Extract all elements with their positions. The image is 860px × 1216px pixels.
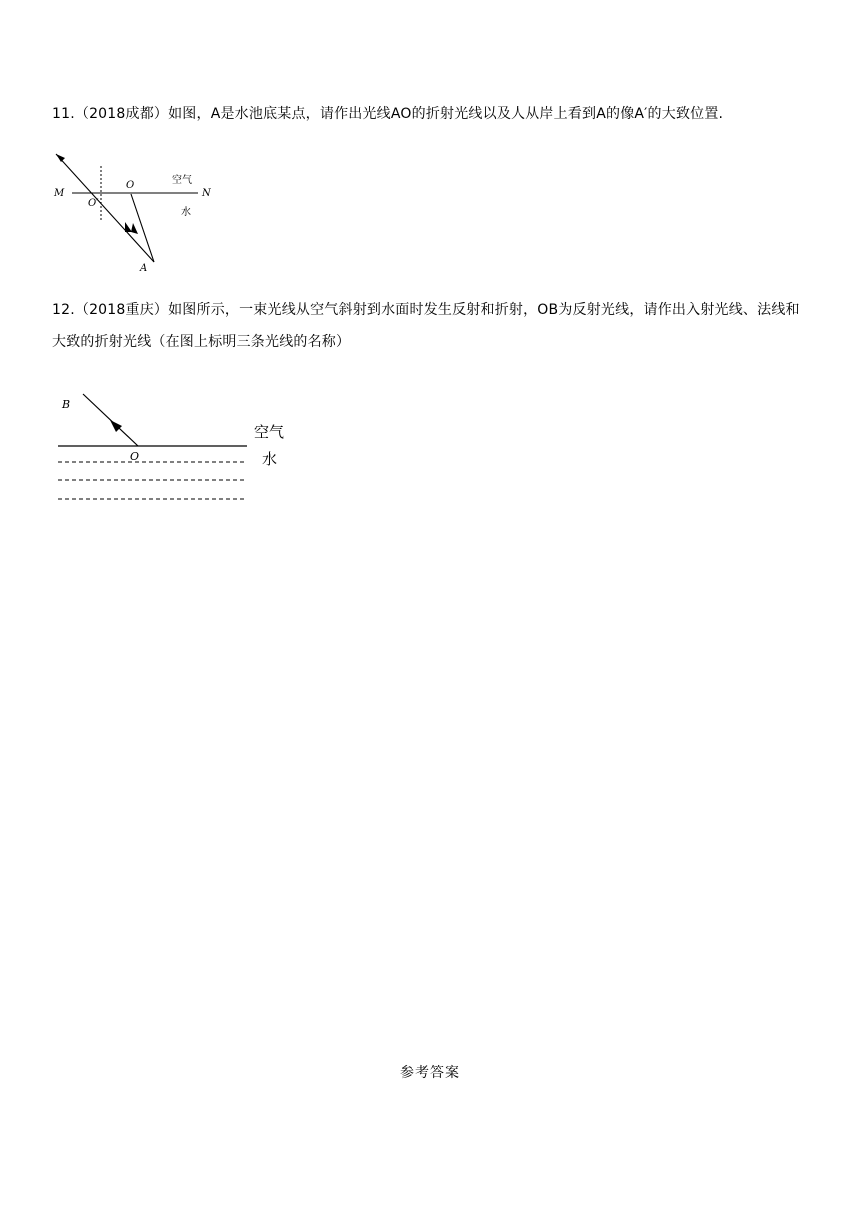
reflected-ray-ob — [83, 394, 138, 446]
label-n: N — [202, 188, 211, 199]
label-o: O — [126, 180, 135, 191]
arrowhead-on-ao-prime — [125, 222, 132, 232]
ray-a-to-o-prime — [56, 154, 154, 262]
label-a: A — [140, 263, 148, 274]
label-b: B — [62, 398, 71, 411]
question-11-text: 11.（2018成都）如图，A是水池底某点，请作出光线AO的折射光线以及人从岸上看到A的像A′的大致位置. — [52, 106, 724, 122]
label-o-prime: O′ — [88, 198, 99, 209]
label-m: M — [54, 188, 65, 199]
question-12-figure — [50, 392, 290, 507]
arrowhead-on-ao — [131, 223, 138, 234]
question-12-text: 12.（2018重庆）如图所示，一束光线从空气斜射到水面时发生反射和折射，OB为反射光线，请作出入射光线、法线和大致的折射光线（在图上标明三条光线的名称） — [52, 302, 800, 350]
answer-heading: 参考答案 — [400, 1065, 460, 1081]
label-water: 水 — [262, 450, 278, 468]
label-water: 水 — [181, 207, 191, 218]
arrowhead-ob — [110, 420, 122, 432]
label-o: O — [130, 450, 140, 463]
label-air: 空气 — [172, 175, 192, 186]
arrowhead-up-left — [56, 154, 65, 162]
label-air: 空气 — [254, 423, 285, 441]
question-11-figure — [48, 150, 228, 275]
